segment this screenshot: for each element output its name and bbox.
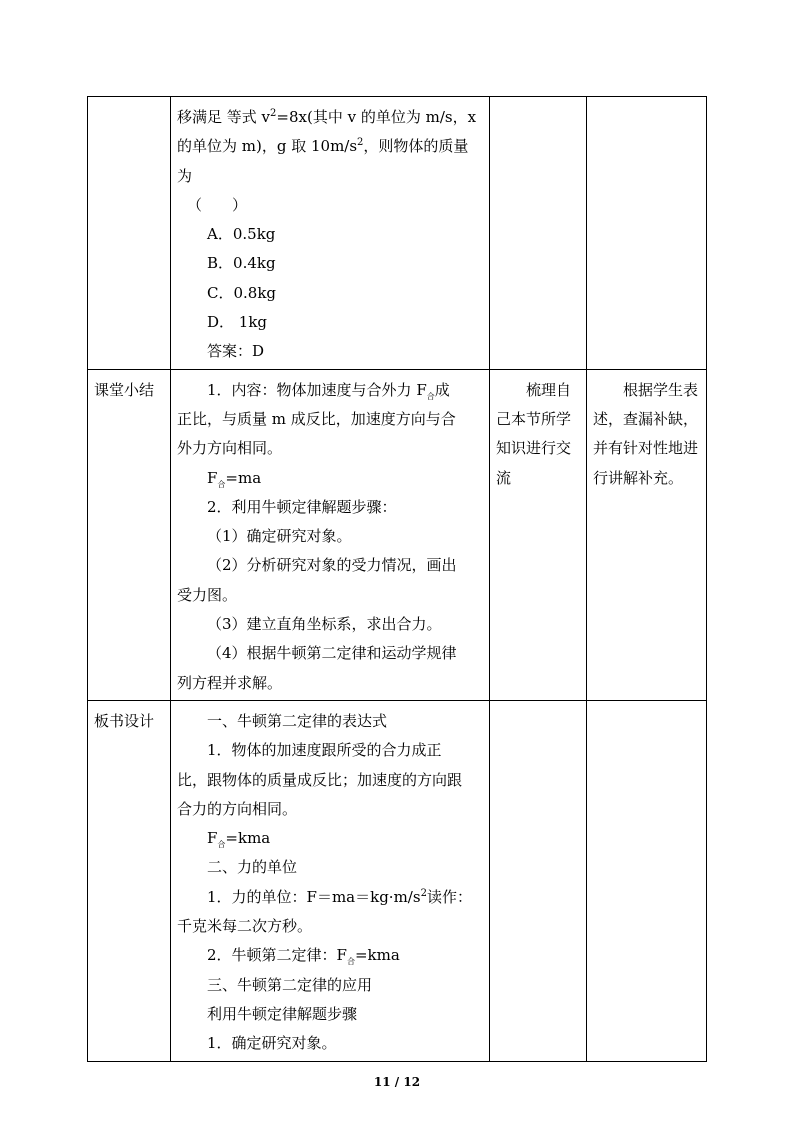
lesson-plan-table	[87, 96, 707, 1062]
summary-line: （3）建立直角坐标系，求出合力。	[207, 615, 442, 634]
question-line: 移满足 等式 $v^2=8x$(其中 v 的单位为 m/s，x	[177, 108, 477, 126]
option-c: C．0.8kg	[207, 283, 277, 302]
summary-line: 外力方向相同。	[177, 439, 283, 458]
summary-line: 1．内容：物体加速度与合外力 $F_合$成	[207, 380, 450, 401]
content-cell	[171, 700, 490, 1061]
board-line: 利用牛顿定律解题步骤	[207, 1004, 358, 1023]
teacher-cell	[587, 369, 707, 700]
board-heading: 二、力的单位	[207, 858, 298, 877]
teacher-activity: 根据学生表述，查漏补缺，并有针对性地进行讲解补充。	[593, 380, 699, 487]
summary-line: 受力图。	[177, 585, 238, 604]
summary-line: 列方程并求解。	[177, 673, 283, 692]
content-cell	[171, 97, 490, 370]
content-cell	[171, 369, 490, 700]
formula: $F_合=kma$	[207, 829, 271, 850]
question-line: （ ）	[187, 195, 248, 214]
row-label: 板书设计	[94, 711, 155, 730]
student-cell	[490, 700, 587, 1061]
label-cell	[88, 97, 171, 370]
student-activity: 梳理自己本节所学知识进行交流	[496, 380, 572, 487]
label-cell	[88, 700, 171, 1061]
board-line: 比，跟物体的质量成反比；加速度的方向跟	[177, 770, 463, 789]
table-row	[88, 97, 707, 370]
answer: 答案：D	[207, 342, 265, 361]
board-heading: 一、牛顿第二定律的表达式	[207, 711, 388, 730]
summary-line: （1）确定研究对象。	[207, 527, 352, 546]
student-cell	[490, 97, 587, 370]
summary-line: （2）分析研究对象的受力情况，画出	[207, 556, 457, 575]
board-line: 1．力的单位：$F=ma=kg\cdot m/s^2$读作：	[207, 887, 472, 906]
teacher-cell	[587, 97, 707, 370]
table-row	[88, 369, 707, 700]
board-heading: 三、牛顿第二定律的应用	[207, 975, 373, 994]
row-label: 课堂小结	[94, 380, 155, 399]
board-line: 2．牛顿第二定律：$F_合=kma$	[207, 946, 400, 967]
board-line: 千克米每二次方秒。	[177, 917, 313, 936]
table-row	[88, 700, 707, 1061]
summary-line: （4）根据牛顿第二定律和运动学规律	[207, 644, 457, 663]
board-line: 1．物体的加速度跟所受的合力成正	[207, 741, 442, 760]
option-d: D． 1kg	[207, 313, 268, 332]
option-a: A．0.5kg	[207, 225, 276, 244]
board-line: 合力的方向相同。	[177, 799, 298, 818]
board-line: 1．确定研究对象。	[207, 1034, 337, 1053]
summary-line: 正比，与质量 m 成反比，加速度方向与合	[177, 409, 456, 428]
label-cell	[88, 369, 171, 700]
teacher-cell	[587, 700, 707, 1061]
option-b: B．0.4kg	[207, 254, 276, 273]
question-line: 的单位为 m)，g 取 $10m/s^2$，则物体的质量为	[177, 137, 469, 185]
page-number: 11 / 12	[373, 1075, 421, 1089]
student-cell	[490, 369, 587, 700]
summary-line: 2．利用牛顿定律解题步骤：	[207, 497, 397, 516]
formula: $F_合=ma$	[207, 468, 262, 489]
